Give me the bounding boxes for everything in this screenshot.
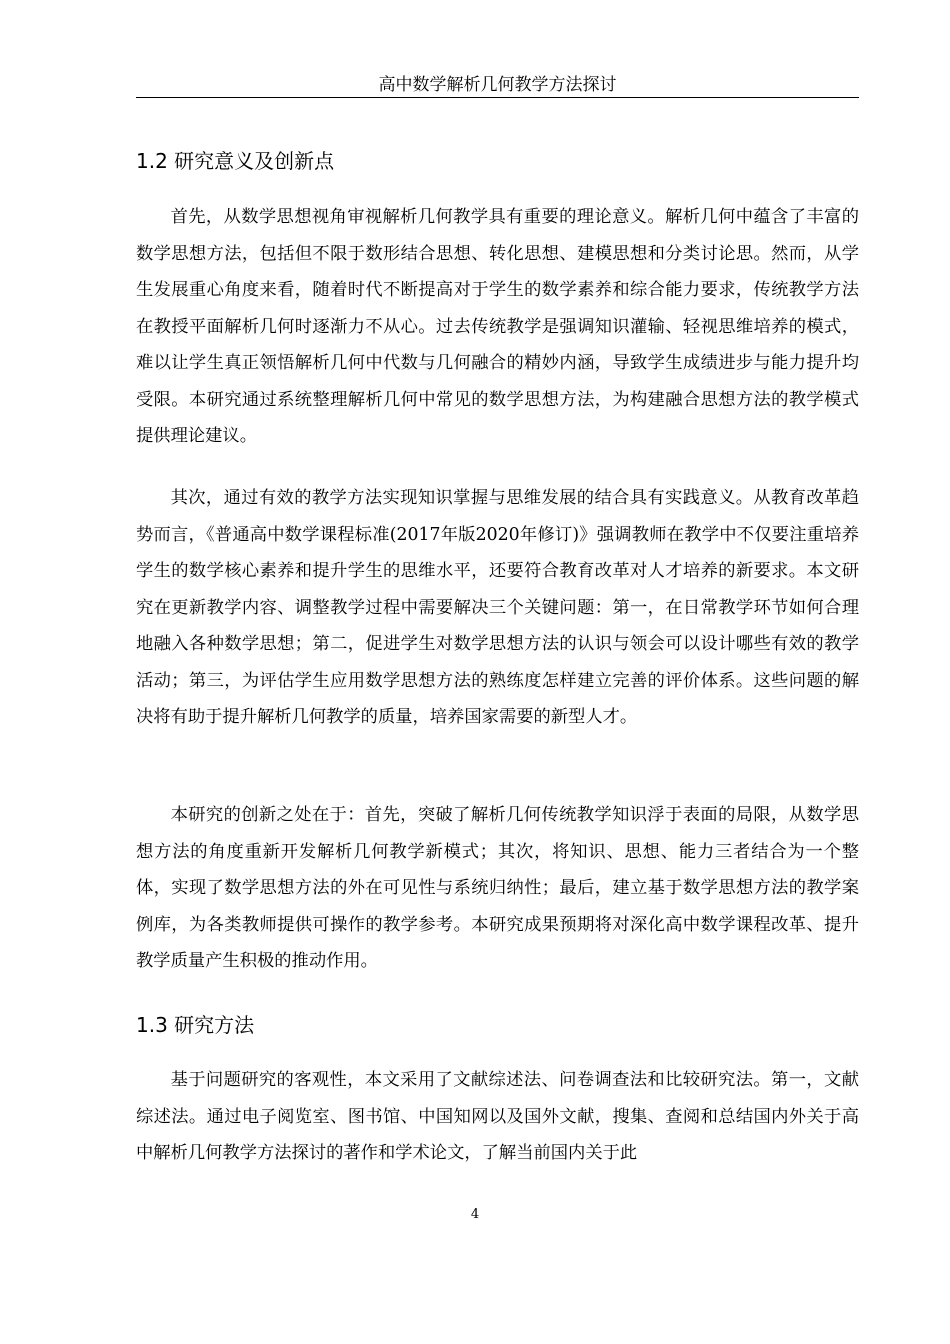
paragraph-significance-theory: 首先，从数学思想视角审视解析几何教学具有重要的理论意义。解析几何中蕴含了丰富的数学思想方法，包括但不限于数形结合思想、转化思想、建模思想和分类讨论思。然而，从学生发展重心角度来看，随着时代不断提高对于学生的数学素养和综合能力要求，传统教学方法在教授平面解析几何时逐渐力不从心。过去传统教学是强调知识灌输、轻视思维培养的模式，难以让学生真正领悟解析几何中代数与几何融合的精妙内涵，导致学生成绩进步与能力提升均受限。本研究通过系统整理解析几何中常见的数学思想方法，为构建融合思想方法的教学模式提供理论建议。	[136, 207, 859, 446]
paragraph-research-methods: 基于问题研究的客观性，本文采用了文献综述法、问卷调查法和比较研究法。第一，文献综述法。通过电子阅览室、图书馆、中国知网以及国外文献，搜集、查阅和总结国内外关于高中解析几何教学方法探讨的著作和学术论文，了解当前国内关于此	[136, 1070, 859, 1163]
running-header-title: 高中数学解析几何教学方法探讨	[378, 75, 617, 95]
page-number: 4	[470, 1207, 480, 1222]
section-heading-1-2: 1.2 研究意义及创新点	[136, 149, 335, 173]
section-heading-1-3: 1.3 研究方法	[136, 1013, 255, 1037]
paragraph-innovation: 本研究的创新之处在于：首先，突破了解析几何传统教学知识浮于表面的局限，从数学思想方法的角度重新开发解析几何教学新模式；其次，将知识、思想、能力三者结合为一个整体，实现了数学思想方法的外在可见性与系统归纳性；最后，建立基于数学思想方法的教学案例库，为各类教师提供可操作的教学参考。本研究成果预期将对深化高中数学课程改革、提升教学质量产生积极的推动作用。	[136, 805, 859, 971]
paragraph-significance-practice: 其次，通过有效的教学方法实现知识掌握与思维发展的结合具有实践意义。从教育改革趋势而言，《普通高中数学课程标准(2017年版2020年修订)》强调教师在教学中不仅要注重培养学生的数学核心素养和提升学生的思维水平，还要符合教育改革对人才培养的新要求。本文研究在更新教学内容、调整教学过程中需要解决三个关键问题：第一，在日常教学环节如何合理地融入各种数学思想；第二，促进学生对数学思想方法的认识与领会可以设计哪些有效的教学活动；第三，为评估学生应用数学思想方法的熟练度怎样建立完善的评价体系。这些问题的解决将有助于提升解析几何教学的质量，培养国家需要的新型人才。	[136, 488, 859, 727]
header-divider	[136, 97, 859, 98]
